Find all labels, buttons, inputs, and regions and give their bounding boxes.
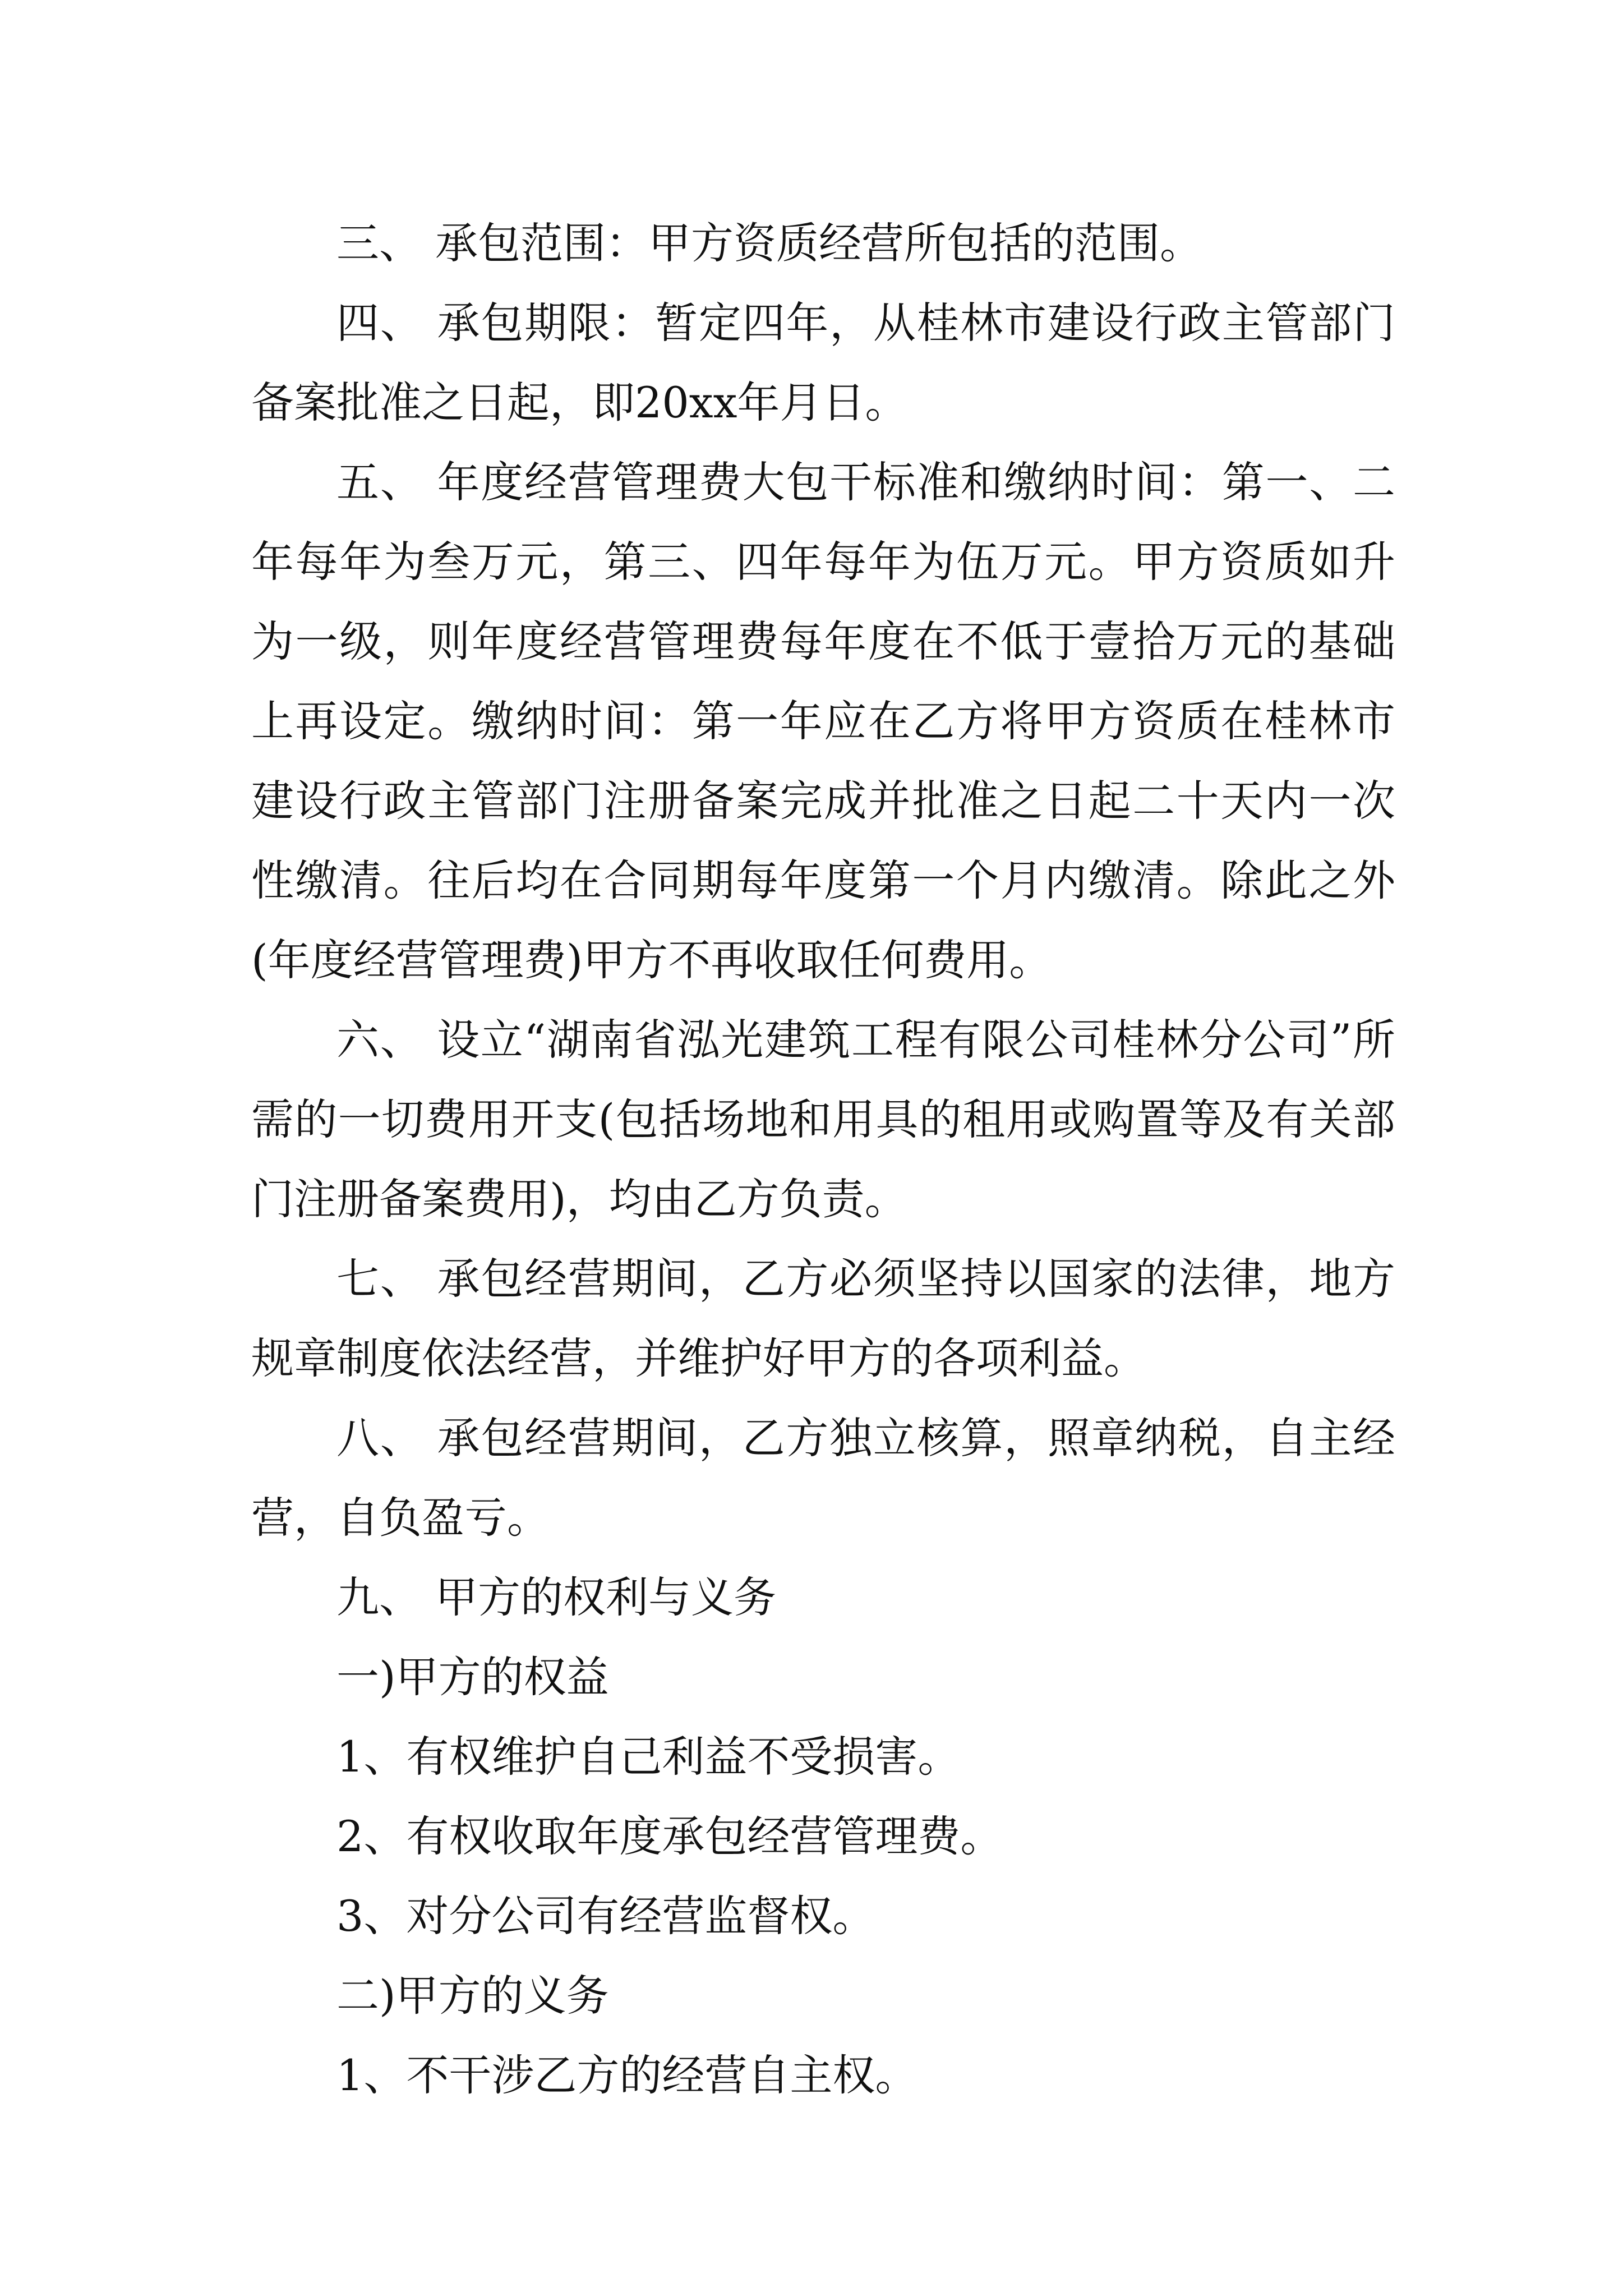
clause-number: 七、 (336, 1254, 424, 1304)
subheading-rights (251, 1637, 1395, 1717)
list-item (251, 2036, 1395, 2115)
clause-text: 甲方的权利与义务 (435, 1572, 776, 1622)
clause-number: 五、 (336, 457, 424, 507)
list-item-text: 1、有权维护自己利益不受损害。 (336, 1732, 961, 1782)
clause-text: 承包经营期间，乙方必须坚持以国家的法律，地方规章制度依法经营，并维护好甲方的各项利益。 (251, 1254, 1396, 1383)
clause-number: 三、 (336, 218, 422, 268)
clause-text: 设立“湖南省泓光建筑工程有限公司桂林分公司”所需的一切费用开支(包括场地和用具的租用或购置等及有关部门注册备案费用)，均由乙方负责。 (251, 1015, 1396, 1224)
clause-3 (251, 204, 1395, 283)
list-item (251, 1876, 1395, 1956)
subheading-text: 一)甲方的权益 (336, 1652, 609, 1702)
list-item-text: 1、不干涉乙方的经营自主权。 (336, 2050, 918, 2100)
clause-text: 年度经营管理费大包干标准和缴纳时间：第一、二年每年为叁万元，第三、四年每年为伍万元。甲方资质如升为一级，则年度经营管理费每年度在不低于壹拾万元的基础上再设定。缴纳时间：第一年应在乙方将甲方资质在桂林市建设行政主管部门注册备案完成并批准之日起二十天内一次性缴清。往后均在合同期每年度第一个月内缴清。除此之外(年度经营管理费)甲方不再收取任何费用。 (251, 457, 1396, 985)
list-item (251, 1717, 1395, 1797)
subheading-obligations (251, 1956, 1395, 2036)
document-body (251, 204, 1395, 2115)
clause-text: 承包期限：暂定四年，从桂林市建设行政主管部门备案批准之日起，即20xx年月日。 (251, 298, 1396, 427)
clause-number: 八、 (336, 1413, 424, 1463)
list-item (251, 1797, 1395, 1876)
clause-number: 九、 (336, 1572, 422, 1622)
list-item-text: 2、有权收取年度承包经营管理费。 (336, 1811, 1003, 1861)
clause-8 (251, 1398, 1395, 1558)
clause-number: 四、 (336, 298, 424, 348)
clause-number: 六、 (336, 1015, 424, 1065)
clause-text: 承包范围：甲方资质经营所包括的范围。 (435, 218, 1202, 268)
clause-7 (251, 1239, 1395, 1398)
subheading-text: 二)甲方的义务 (336, 1971, 609, 2021)
clause-4 (251, 283, 1395, 443)
clause-6 (251, 1000, 1395, 1239)
list-item-text: 3、对分公司有经营监督权。 (336, 1891, 875, 1941)
clause-text: 承包经营期间，乙方独立核算，照章纳税，自主经营，自负盈亏。 (251, 1413, 1396, 1543)
clause-9 (251, 1558, 1395, 1637)
clause-5 (251, 443, 1395, 1000)
